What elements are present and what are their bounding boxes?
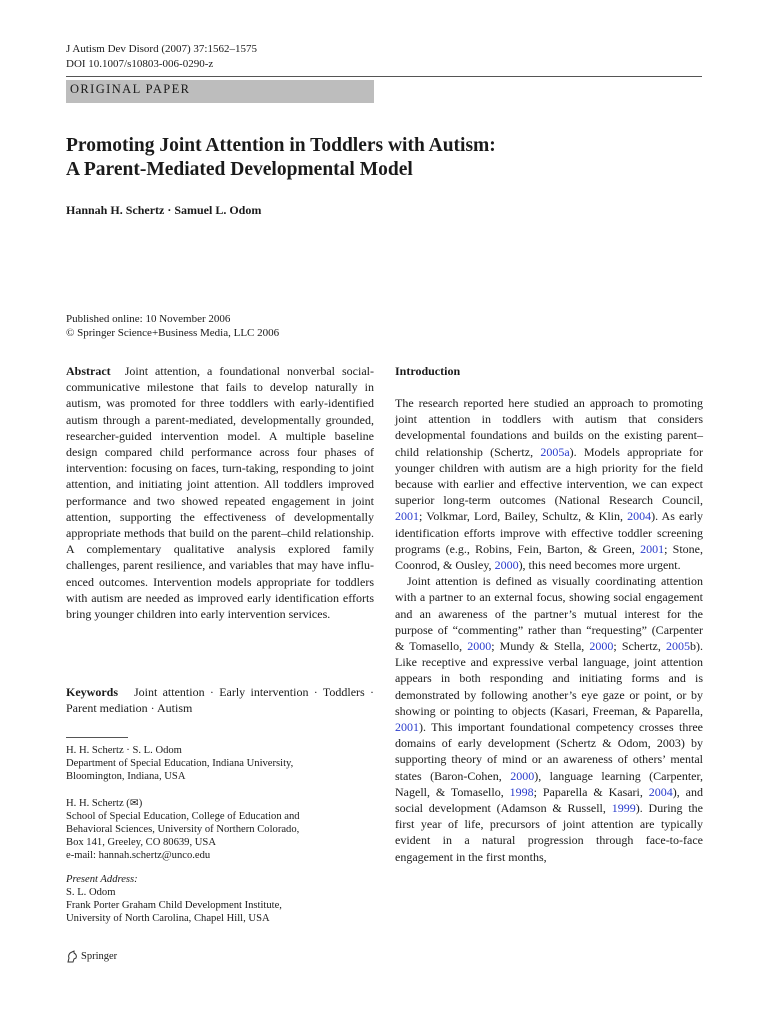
title-line-1: Promoting Joint Attention in Toddlers with Autism: (66, 135, 496, 156)
corr-address: Box 141, Greeley, CO 80639, USA (66, 837, 216, 849)
present-address-univ: University of North Carolina, Chapel Hill, USA (66, 913, 270, 925)
corresponding-author: H. H. Schertz (✉) (66, 798, 143, 809)
springer-horse-icon (66, 950, 78, 963)
article-title (66, 134, 706, 182)
affiliation-block (66, 744, 374, 783)
publisher-footer (66, 950, 117, 963)
citation-link[interactable]: 1998 (509, 784, 534, 799)
corr-email: e-mail: hannah.schertz@unco.edu (66, 850, 211, 862)
corr-school-line-1: School of Special Education, College of Education and (66, 811, 300, 823)
copyright-notice: © Springer Science+Business Media, LLC 2006 (66, 327, 280, 339)
abstract-text: Joint attention, a foundational nonverbal social-communicative milestone that fails to develop naturally in autism, was promoted for three toddlers with early-identified autism through a parent-mediated, developmentally grounded, researcher-guided intervention model. A multiple baseline design compared child performance across four phases of intervention: focusing on faces, turn-taking, responding to joint attention, and initiating joint attention. All toddlers improved performance and two showed repeated engagement in joint attention, supporting the effectiveness of developmentally appropriate methods that build on the parent–child relationship. A complementary qualitative analysis explored family challenges, parent resilience, and variables that may have influenced outcomes. Intervention models appropriate for toddlers with autism are needed as improved early identification efforts bring younger children into early intervention services. (66, 364, 375, 622)
present-address-name: S. L. Odom (66, 887, 116, 899)
affiliation-city: Bloomington, Indiana, USA (66, 771, 186, 783)
present-address-block (66, 873, 374, 925)
introduction-body (395, 395, 703, 865)
citation-link[interactable]: 2000 (467, 639, 492, 654)
journal-citation: J Autism Dev Disord (2007) 37:1562–1575 (66, 43, 257, 55)
publisher-name: Springer (81, 951, 118, 962)
citation-link[interactable]: 1999 (611, 801, 636, 816)
correspondence-block (66, 797, 374, 862)
citation-link[interactable]: 2005 (666, 639, 690, 654)
title-line-2: A Parent-Mediated Developmental Model (66, 159, 413, 180)
keywords-text: Joint attention · Early intervention · Toddlers · Parent mediation · Autism (66, 685, 375, 716)
citation-link[interactable]: 2000 (510, 768, 535, 783)
header-rule (66, 76, 702, 77)
section-heading-introduction: Introduction (395, 364, 461, 378)
citation-link[interactable]: 2004 (648, 784, 673, 799)
corr-school-line-2: Behavioral Sciences, University of Northern Colorado, (66, 824, 300, 836)
citation-link[interactable]: 2005a (540, 444, 570, 459)
citation-link[interactable]: 2000 (494, 558, 519, 573)
citation-link[interactable]: 2000 (589, 639, 614, 654)
present-address-label: Present Address: (66, 874, 138, 885)
published-date: Published online: 10 November 2006 (66, 313, 231, 325)
abstract-label: Abstract (66, 364, 111, 378)
abstract (66, 363, 374, 622)
author-list: Hannah H. Schertz · Samuel L. Odom (66, 203, 262, 217)
doi: DOI 10.1007/s10803-006-0290-z (66, 58, 214, 70)
section-banner: ORIGINAL PAPER (66, 80, 374, 103)
affiliation-authors: H. H. Schertz · S. L. Odom (66, 745, 182, 756)
present-address-inst: Frank Porter Graham Child Development Institute, (66, 900, 282, 912)
citation-link[interactable]: 2001 (640, 541, 665, 556)
keywords-label: Keywords (66, 685, 118, 699)
intro-paragraph-1: The research reported here studied an approach to promoting joint attention in toddlers with autism that considers developmental foundations and builds on the existing parent–child relationship (Schertz, 2005a). Models appropriate for younger children with autism are a high priority for the field because with earlier and effective intervention, we can expect superior long-term outcomes (National Research Council, 2001; Volkmar, Lord, Bailey, Schultz, & Klin, 2004). As early identification efforts improve with effective toddler screening programs (e.g., Robins, Fein, Barton, & Green, 2001; Stone, Coonrod, & Ousley, 2000), this need becomes more urgent. (395, 396, 703, 573)
citation-link[interactable]: 2001 (395, 509, 419, 524)
intro-paragraph-2: Joint attention is defined as visually coordinating attention with a partner to an external focus, showing social engagement and an awareness of the partner’s mutual interest for the purpose of “commenting” rather than “requesting” (Carpenter & Tomasello, 2000; Mundy & Stella, 2000; Schertz, 2005b). Like receptive and expressive verbal language, joint attention appears in both responding and initiating forms and is demonstrated by following another’s eye gaze or point, or by showing or pointing to objects (Kasari, Freeman, & Paparella, 2001). This important foundational competency crosses three domains of early development (Schertz & Odom, 2003) by supporting theory of mind or an awareness of others’ mental states (Baron-Cohen, 2000), language learning (Carpenter, Nagell, & Tomasello, 1998; Paparella & Kasari, 2004), and social development (Adamson & Russell, 1999). During the first year of life, precursors of joint attention are typically evident in a natural progression through face-to-face engagement in the first months, (395, 574, 704, 864)
affiliation-dept: Department of Special Education, Indiana University, (66, 758, 294, 770)
affiliation-rule (66, 737, 128, 738)
citation-link[interactable]: 2004 (627, 509, 652, 524)
citation-link[interactable]: 2001 (395, 720, 419, 735)
keywords (66, 684, 374, 716)
